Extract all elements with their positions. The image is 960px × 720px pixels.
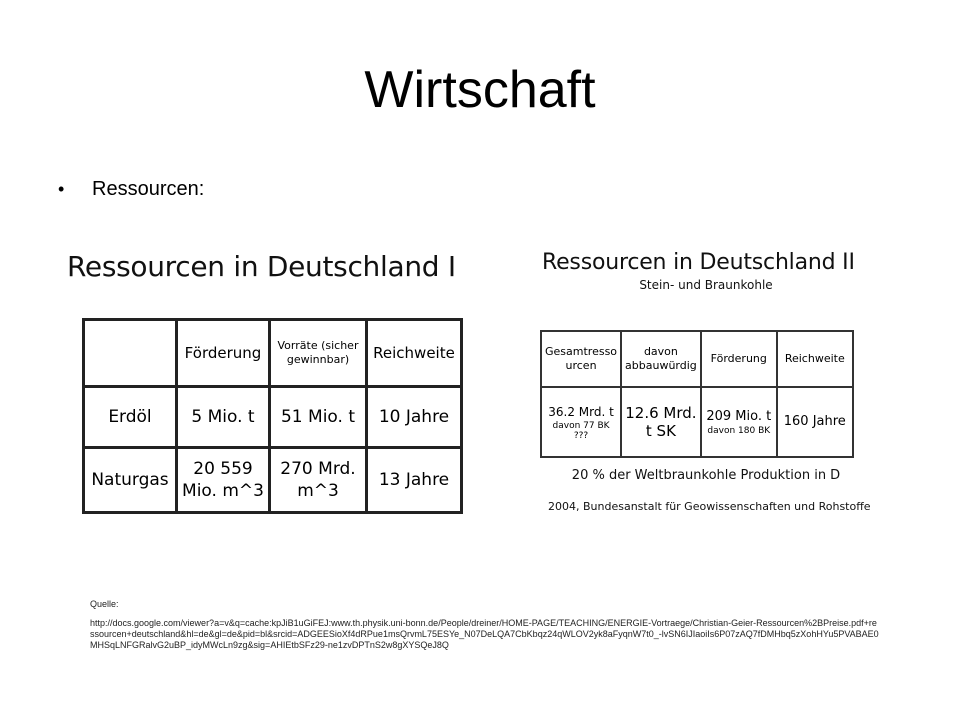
resources-table-2: [540, 330, 854, 458]
table-header-cell: Förderung: [701, 331, 777, 387]
cell-note: davon 180 BK: [707, 426, 771, 436]
bullet-item-ressourcen: [58, 176, 204, 202]
table2-title: Ressourcen in Deutschland II: [542, 250, 855, 275]
table-header-cell: [84, 320, 177, 387]
table-cell: [777, 387, 853, 457]
table-header-cell: Förderung: [177, 320, 270, 387]
table2-subtitle: Stein- und Braunkohle: [639, 278, 773, 292]
table-cell: Erdöl: [84, 387, 177, 448]
table-cell: 20 559 Mio. m^3: [177, 448, 270, 513]
cell-value: 12.6 Mrd. t SK: [625, 404, 697, 440]
table-cell: Naturgas: [84, 448, 177, 513]
table-cell: 10 Jahre: [367, 387, 462, 448]
table-cell: [541, 387, 621, 457]
table-header-cell: Reichweite: [367, 320, 462, 387]
bullet-icon: •: [58, 179, 65, 199]
cell-note: ???: [573, 431, 589, 441]
table-header-cell: Reichweite: [777, 331, 853, 387]
resources-table-1: [82, 318, 463, 514]
table-header-row: [541, 331, 853, 387]
table-cell: [701, 387, 777, 457]
table2-note: 20 % der Weltbraunkohle Produktion in D: [571, 468, 841, 483]
table2-source: 2004, Bundesanstalt für Geowissenschaften und Rohstoffe: [548, 500, 871, 513]
table-header-cell: davon abbauwürdig: [621, 331, 701, 387]
bullet-text: Ressourcen:: [92, 178, 205, 200]
slide-title: Wirtschaft: [364, 61, 596, 119]
cell-value: 209 Mio. t: [706, 409, 772, 424]
cell-value: 160 Jahre: [783, 414, 846, 429]
source-label: Quelle:: [90, 599, 119, 609]
table1-title: Ressourcen in Deutschland I: [67, 250, 456, 283]
table-cell: 13 Jahre: [367, 448, 462, 513]
table-cell: 5 Mio. t: [177, 387, 270, 448]
cell-value: 36.2 Mrd. t: [548, 405, 614, 419]
cell-note: davon 77 BK: [552, 421, 610, 431]
table-cell: 51 Mio. t: [270, 387, 367, 448]
table-row: [84, 448, 462, 513]
table-cell: [621, 387, 701, 457]
table-header-row: [84, 320, 462, 387]
table-header-cell: Gesamtresso urcen: [541, 331, 621, 387]
source-url: http://docs.google.com/viewer?a=v&q=cache:kpJiB1uGiFEJ:www.th.physik.uni-bonn.de/People/dreiner/HOME-PAGE/TEACHING/ENERGIE-Vortraege/Christian-Geier-Ressourcen%2BPreise.pdf+ressourcen+deutschland&hl=de&gl=de&pid=bl&srcid=ADGEESioXf4dRPue1msQrvmL75ESYe_N07DeLQA7CbKbqz24qWLOV2yk8aFyqnW7t0_-lvSN6IJIaoiIs6P07zAQ7fDMHbq5zXohHYu5PVABAE0MHSqLNFGRalvG2uBP_idyMWcLn9zg&sig=AHIEtbSFz29-ne1zvDPTnS2w8gXYSQeJ8Q: [90, 618, 879, 650]
table-row: [84, 387, 462, 448]
table-header-cell: Vorräte (sicher gewinnbar): [270, 320, 367, 387]
table-cell: 270 Mrd. m^3: [270, 448, 367, 513]
table-row: [541, 387, 853, 457]
